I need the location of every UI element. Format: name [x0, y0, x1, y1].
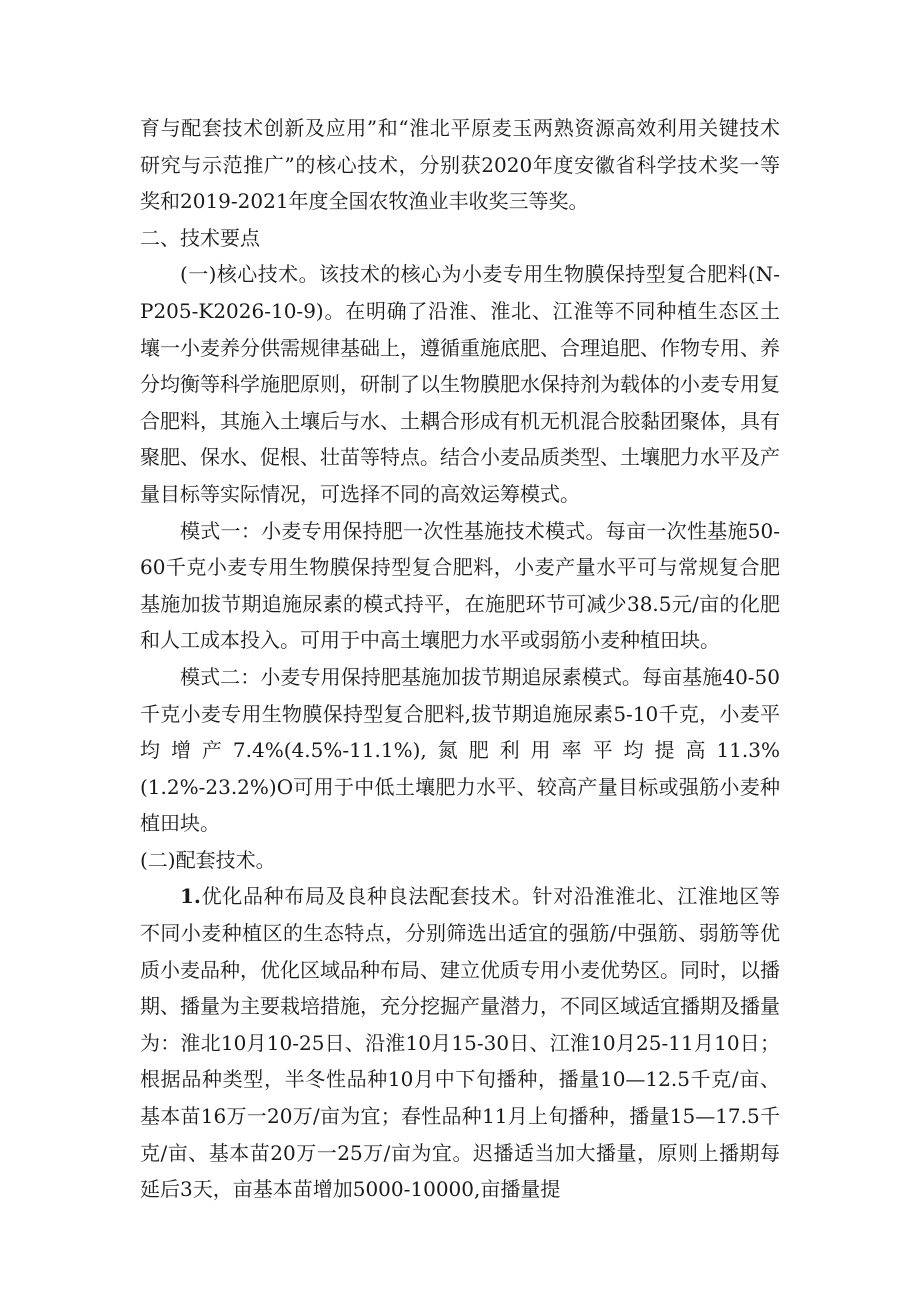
- paragraph-mode-two: 模式二：小麦专用保持肥基施加拔节期追尿素模式。每亩基施40-50千克小麦专用生物膜保持型复合肥料,拔节期追施尿素5-10千克，小麦平均增产7.4%(4.5%-11.1%),氮肥利用率平均提高11.3%(1.2%-23.2%)O可用于中低土壤肥力水平、较高产量目标或强筋小麦种植田块。: [140, 664, 780, 836]
- list-number: 1.: [180, 884, 201, 909]
- paragraph-mode-one: 模式一：小麦专用保持肥一次性基施技术模式。每亩一次性基施50-60千克小麦专用生物膜保持型复合肥料，小麦产量水平可与常规复合肥基施加拔节期追施尿素的模式持平，在施肥环节可减少38.5元/亩的化肥和人工成本投入。可用于中高土壤肥力水平或弱筋小麦种植田块。: [140, 518, 780, 653]
- paragraph-variety-layout: [140, 878, 780, 1207]
- section-heading-technical-points: 二、技术要点: [140, 225, 260, 250]
- document-body: [140, 110, 780, 1208]
- paragraph-variety-layout-text: 优化品种布局及良种良法配套技术。针对沿淮淮北、江淮地区等不同小麦种植区的生态特点，分别筛选出适宜的强筋/中强筋、弱筋等优质小麦品种，优化区域品种布局、建立优质专用小麦优势区。同时，以播期、播量为主要栽培措施，充分挖掘产量潜力，不同区域适宜播期及播量为：淮北10月10-25日、沿淮10月15-30日、江淮10月25-11月10日；根据品种类型，半冬性品种10月中下旬播种，播量10—12.5千克/亩、基本苗16万一20万/亩为宜；春性品种11月上旬播种，播量15—17.5千克/亩、基本苗20万一25万/亩为宜。迟播适当加大播量，原则上播期每延后3天，亩基本苗增加5000-10000,亩播量提: [140, 884, 780, 1202]
- subsection-heading-supporting-tech: (二)配套技术。: [140, 847, 276, 872]
- paragraph-core-technology: (一)核心技术。该技术的核心为小麦专用生物膜保持型复合肥料(N-P205-K2026-10-9)。在明确了沿淮、淮北、江淮等不同种植生态区土壤一小麦养分供需规律基础上，遵循重施底肥、合理追肥、作物专用、养分均衡等科学施肥原则，研制了以生物膜肥水保持剂为载体的小麦专用复合肥料，其施入土壤后与水、土耦合形成有机无机混合胶黏团聚体，具有聚肥、保水、促根、壮苗等特点。结合小麦品质类型、土壤肥力水平及产量目标等实际情况，可选择不同的高效运筹模式。: [140, 262, 780, 506]
- paragraph-continuation: 育与配套技术创新及应用”和“淮北平原麦玉两熟资源高效利用关键技术研究与示范推广”的核心技术，分别获2020年度安徽省科学技术奖一等奖和2019-2021年度全国农牧渔业丰收奖三等奖。: [140, 116, 780, 214]
